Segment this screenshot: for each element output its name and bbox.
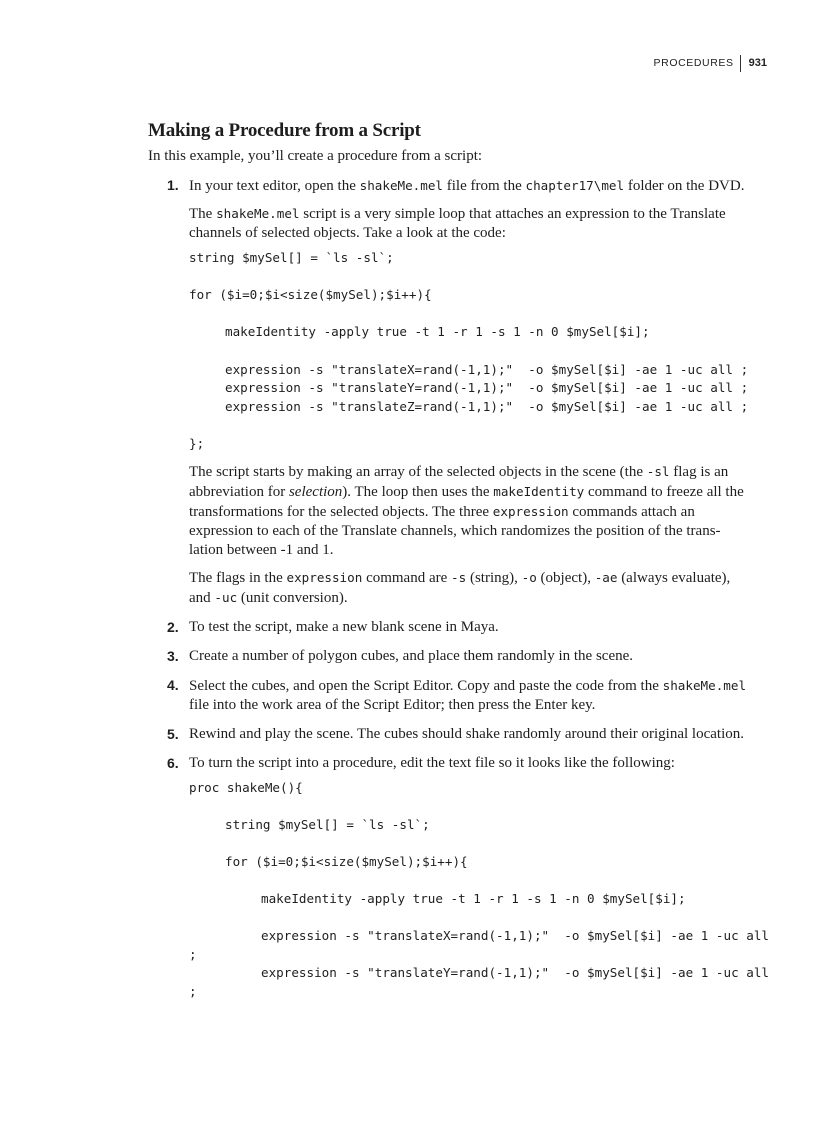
step-6 [148,754,769,1002]
step-3-text: Create a number of polygon cubes, and place them randomly in the scene. [189,647,634,664]
code-line: makeIdentity -apply true -t 1 -r 1 -s 1 -n 0 $mySel[$i]; [225,324,650,340]
step-number: 5. [167,725,179,742]
inline-code: expression [286,569,363,585]
code-line: expression -s "translateX=rand(-1,1);" -o $mySel[$i] -ae 1 -uc all [261,928,769,944]
running-header-section: PROCEDURES [653,57,734,69]
step-number: 4. [167,676,179,693]
code-line: }; [189,435,205,451]
inline-code: -sl [646,463,670,479]
step-5 [148,725,748,744]
code-line: for ($i=0;$i<size($mySel);$i++){ [225,853,468,869]
step-1-instruction: In your text editor, open the shakeMe.mel file from the chapter17\mel folder on the DVD. [189,178,745,194]
step-4 [148,676,748,715]
step-number: 3. [167,647,179,664]
code-line: expression -s "translateZ=rand(-1,1);" -o $mySel[$i] -ae 1 -uc all ; [225,398,749,414]
inline-code: -uc [214,589,238,605]
step-1-description: The shakeMe.mel script is a very simple loop that attaches an expression to the Translate channels of selected objects. Take a look at the code: [189,206,726,241]
step-3 [148,647,748,666]
inline-code: -o [521,569,537,585]
inline-code: chapter17\mel [525,178,625,193]
step-2-text: To test the script, make a new blank scene in Maya. [189,618,499,635]
page-number: 931 [748,57,767,69]
step-4-text: Select the cubes, and open the Script Editor. Copy and paste the code from the shakeMe.mel file into the work area of the Script Editor; then press the Enter key. [189,677,747,713]
inline-code: makeIdentity [493,483,585,499]
code-line: string $mySel[] = `ls -sl`; [225,816,430,832]
page-body [148,119,769,1002]
step-2 [148,618,748,637]
step-number: 1. [167,177,179,193]
code-line: string $mySel[] = `ls -sl`; [189,250,394,265]
inline-code: -ae [594,569,618,585]
code-line: ; [189,946,197,962]
code-line: ; [189,984,197,1000]
code-block-shakeme-script [189,249,748,454]
code-line: for ($i=0;$i<size($mySel);$i++){ [189,287,432,303]
inline-code: shakeMe.mel [662,677,747,693]
inline-code: -s [451,569,467,585]
flags-explanation: The flags in the expression command are -s (string), -o (object), -ae (always evaluate), and -uc (unit conversion). [189,569,731,606]
code-line: makeIdentity -apply true -t 1 -r 1 -s 1 -n 0 $mySel[$i]; [261,891,686,907]
code-line: expression -s "translateX=rand(-1,1);" -o $mySel[$i] -ae 1 -uc all ; [225,361,749,377]
code-block-procedure [189,779,769,1002]
header-divider [740,55,741,72]
inline-code: shakeMe.mel [216,206,300,221]
inline-code: expression [492,503,569,519]
intro-paragraph: In this example, you’ll create a procedure from a script: [148,148,483,164]
code-line: expression -s "translateY=rand(-1,1);" -o $mySel[$i] -ae 1 -uc all ; [225,380,749,396]
step-6-text: To turn the script into a procedure, edit the text file so it looks like the following: [189,754,675,771]
running-header [654,54,767,72]
code-line: expression -s "translateY=rand(-1,1);" -o $mySel[$i] -ae 1 -uc all [261,965,769,981]
step-5-text: Rewind and play the scene. The cubes should shake randomly around their original location. [189,725,744,742]
step-number: 2. [167,618,179,635]
step-number: 6. [167,754,179,771]
step-1 [148,176,748,608]
section-heading: Making a Procedure from a Script [148,120,421,141]
script-explanation: The script starts by making an array of the selected objects in the scene (the -sl flag is an abbreviation for selection). The loop then uses the makeIdentity command to freeze all the transformations for the selected objects. The three expression commands attach an expression to each of the Translate channels, which randomizes the position of the trans-lation between -1 and 1. [189,463,744,558]
inline-code: shakeMe.mel [359,178,444,193]
code-line: proc shakeMe(){ [189,779,303,795]
